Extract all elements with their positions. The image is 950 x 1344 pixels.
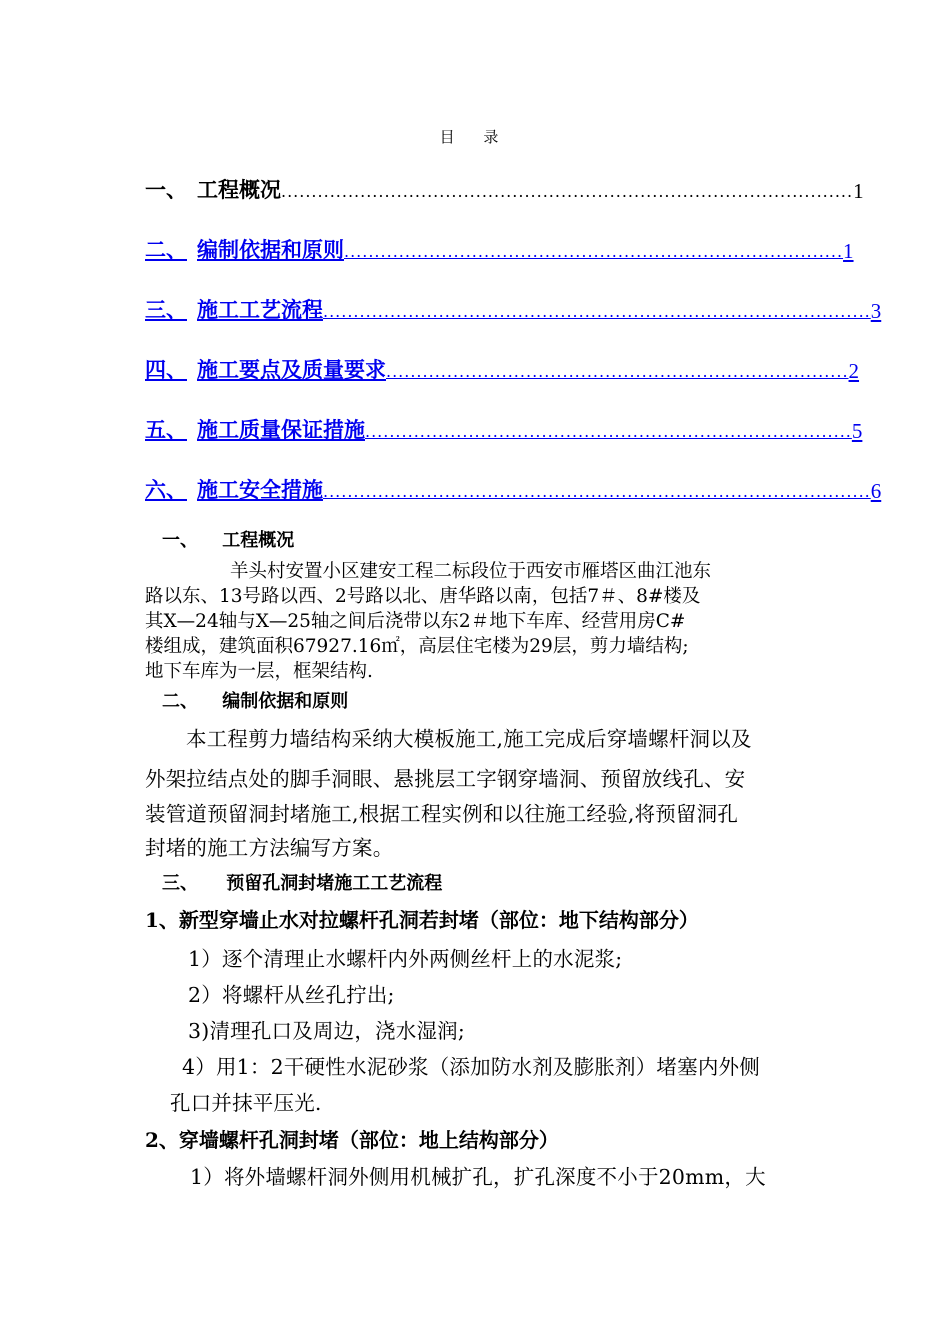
- section-1-line-2: 路以东、13号路以西、2号路以北、唐华路以南，包括7＃、8#楼及: [145, 586, 701, 607]
- toc-page-number: 3: [870, 299, 882, 323]
- toc-entry-title: 施工质量保证措施: [197, 417, 365, 442]
- toc-entry-4[interactable]: [145, 354, 860, 384]
- toc-entry-5[interactable]: [145, 414, 863, 444]
- toc-entry-title: 施工工艺流程: [197, 297, 323, 322]
- step-2: 2）将螺杆从丝孔拧出;: [188, 983, 395, 1007]
- toc-entry-number: 六、: [145, 477, 187, 502]
- toc-title: 目 录: [439, 128, 511, 146]
- section-3-title: 预留孔洞封堵施工工艺流程: [226, 873, 443, 894]
- toc-entry-number: 一、: [145, 177, 187, 202]
- section-2-line-2: 外架拉结点处的脚手洞眼、悬挑层工字钢穿墙洞、预留放线孔、安: [145, 767, 746, 791]
- subsection-1-heading: 1、新型穿墙止水对拉螺杆孔洞若封堵（部位：地下结构部分）: [145, 908, 699, 932]
- section-3-heading: [162, 869, 442, 895]
- toc-entry-title: 施工安全措施: [197, 477, 323, 502]
- toc-entry-number: 五、: [145, 417, 187, 442]
- toc-dot-leader: ..........................................................................................: [323, 482, 871, 501]
- toc-page-number: 2: [848, 359, 860, 383]
- section-2-line-4: 封堵的施工方法编写方案。: [145, 836, 394, 860]
- section-1-line-3: 其X—24轴与X—25轴之间后浇带以东2＃地下车库、经营用房C#: [145, 611, 686, 632]
- section-2-line-3: 装管道预留洞封堵施工,根据工程实例和以往施工经验,将预留洞孔: [145, 802, 739, 826]
- section-1-line-5: 地下车库为一层，框架结构.: [145, 661, 373, 682]
- toc-page-number: 6: [870, 479, 882, 503]
- toc-entry-6[interactable]: [145, 474, 882, 504]
- toc-dot-leader: ..............................................................................................: [281, 182, 854, 201]
- toc-page-number: 5: [851, 419, 863, 443]
- section-1-line-4: 楼组成，建筑面积67927.16㎡，高层住宅楼为29层，剪力墙结构;: [145, 636, 689, 657]
- section-3-number: 三、: [162, 873, 198, 894]
- step-1: 1）逐个清理止水螺杆内外两侧丝杆上的水泥浆;: [188, 947, 623, 971]
- section-1-line-1: 羊头村安置小区建安工程二标段位于西安市雁塔区曲江池东: [230, 561, 712, 582]
- toc-dot-leader: ..........................................................................................: [323, 302, 871, 321]
- toc-entry-title: 施工要点及质量要求: [197, 357, 386, 382]
- toc-dot-leader: ..................................................................................: [344, 242, 844, 261]
- toc-page-number: 1: [843, 239, 854, 263]
- toc-dot-leader: ................................................................................: [365, 422, 852, 441]
- section-2-line-1: 本工程剪力墙结构采纳大模板施工,施工完成后穿墙螺杆洞以及: [186, 727, 752, 751]
- section-1-number: 一、: [162, 530, 198, 551]
- toc-page-number: 1: [853, 179, 864, 203]
- toc-entry-title: 工程概况: [197, 177, 281, 202]
- step-4-continued: 孔口并抹平压光.: [170, 1091, 322, 1115]
- section-2-heading: [162, 687, 348, 713]
- section-1-title: 工程概况: [222, 530, 295, 551]
- toc-entry-number: 二、: [145, 237, 187, 262]
- toc-dot-leader: ............................................................................: [386, 362, 849, 381]
- toc-entry-2[interactable]: [145, 234, 854, 264]
- step-2-1: 1）将外墙螺杆洞外侧用机械扩孔，扩孔深度不小于20mm，大: [190, 1165, 766, 1189]
- step-3: 3)清理孔口及周边，浇水湿润;: [188, 1019, 465, 1043]
- step-4: 4）用1：2干硬性水泥砂浆（添加防水剂及膨胀剂）堵塞内外侧: [182, 1055, 760, 1079]
- section-1-heading: [162, 526, 294, 552]
- toc-entry-number: 四、: [145, 357, 187, 382]
- toc-entry-number: 三、: [145, 297, 187, 322]
- subsection-2-heading: 2、穿墙螺杆孔洞封堵（部位：地上结构部分）: [145, 1128, 559, 1152]
- section-2-title: 编制依据和原则: [222, 691, 349, 712]
- toc-entry-1[interactable]: [145, 174, 864, 204]
- toc-entry-title: 编制依据和原则: [197, 237, 344, 262]
- section-2-number: 二、: [162, 691, 198, 712]
- toc-entry-3[interactable]: [145, 294, 882, 324]
